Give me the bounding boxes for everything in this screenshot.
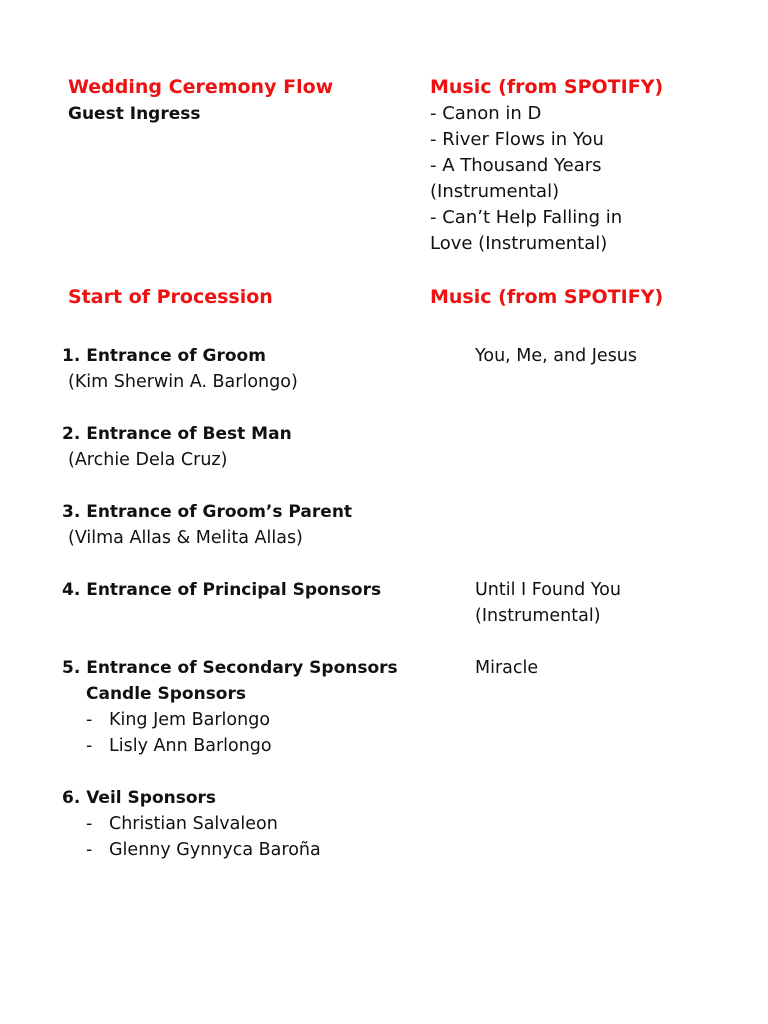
music-column-title: Music (from SPOTIFY) <box>430 76 664 98</box>
item-grooms-parent-title: 3. Entrance of Groom’s Parent <box>62 502 353 522</box>
list-item <box>86 733 272 759</box>
ingress-song-1: - Canon in D <box>430 103 542 124</box>
procession-music-title: Music (from SPOTIFY) <box>430 286 664 308</box>
item-best-man-detail: (Archie Dela Cruz) <box>68 450 228 470</box>
guest-ingress-label: Guest Ingress <box>68 104 201 124</box>
candle-sponsors-label: Candle Sponsors <box>86 684 246 704</box>
sponsor-name: Christian Salvaleon <box>109 814 278 834</box>
list-item <box>86 707 272 733</box>
ceremony-flow-title: Wedding Ceremony Flow <box>68 76 334 98</box>
ingress-song-4: - Can’t Help Falling in <box>430 207 623 228</box>
bullet-dash: - <box>86 840 93 860</box>
bullet-dash: - <box>86 736 93 756</box>
list-item <box>86 837 321 863</box>
item-secondary-sponsors-title: 5. Entrance of Secondary Sponsors <box>62 658 398 678</box>
item-groom-title: 1. Entrance of Groom <box>62 346 266 366</box>
sponsor-name: Lisly Ann Barlongo <box>109 736 272 756</box>
item-secondary-sponsors-music: Miracle <box>475 658 539 678</box>
item-best-man-title: 2. Entrance of Best Man <box>62 424 292 444</box>
veil-sponsors-list <box>86 811 321 863</box>
sponsor-name: Glenny Gynnyca Baroña <box>109 840 321 860</box>
ingress-song-3-note: (Instrumental) <box>430 181 560 202</box>
ingress-song-4-note: Love (Instrumental) <box>430 233 608 254</box>
item-principal-sponsors-title: 4. Entrance of Principal Sponsors <box>62 580 382 600</box>
item-groom-detail: (Kim Sherwin A. Barlongo) <box>68 372 298 392</box>
bullet-dash: - <box>86 814 93 834</box>
item-principal-sponsors-music: Until I Found You <box>475 580 621 600</box>
item-grooms-parent-detail: (Vilma Allas & Melita Allas) <box>68 528 303 548</box>
candle-sponsors-list <box>86 707 272 759</box>
sponsor-name: King Jem Barlongo <box>109 710 271 730</box>
item-groom-music: You, Me, and Jesus <box>475 346 638 366</box>
bullet-dash: - <box>86 710 93 730</box>
item-principal-sponsors-music-note: (Instrumental) <box>475 606 601 626</box>
ingress-music-list <box>430 101 720 257</box>
procession-title: Start of Procession <box>68 286 273 308</box>
ingress-song-3: - A Thousand Years <box>430 155 602 176</box>
item-veil-sponsors-title: 6. Veil Sponsors <box>62 788 217 808</box>
ingress-song-2: - River Flows in You <box>430 129 604 150</box>
list-item <box>86 811 321 837</box>
